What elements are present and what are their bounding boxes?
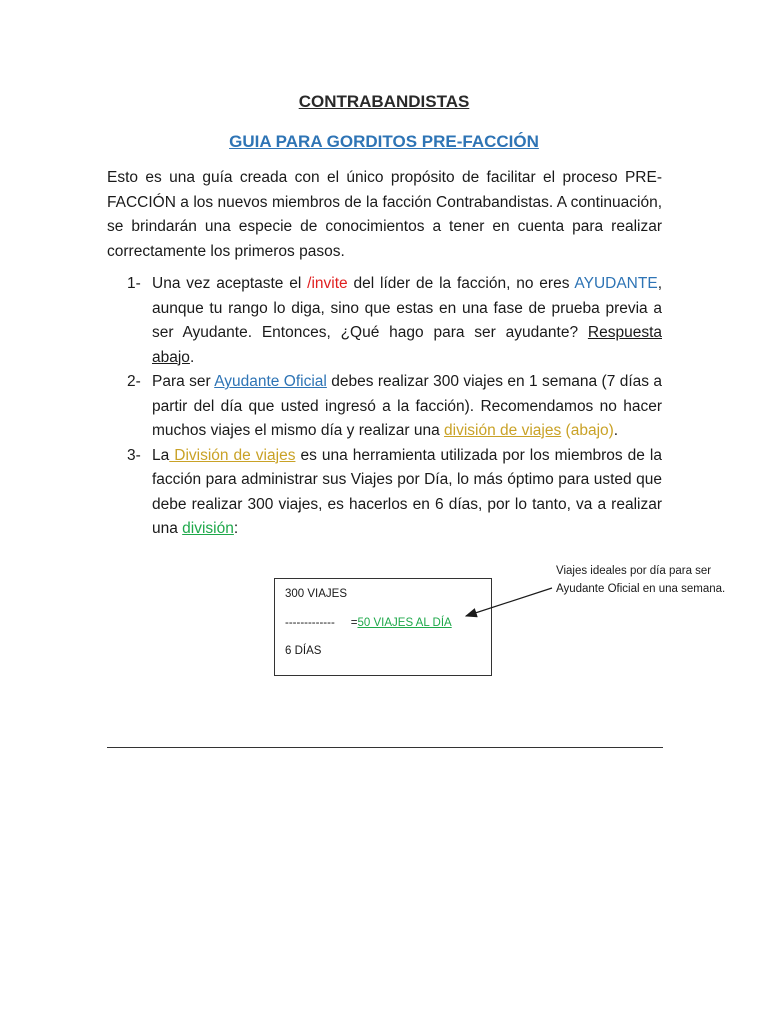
list-item	[107, 444, 662, 542]
list-number: 2-	[127, 373, 141, 390]
steps-list	[107, 272, 662, 542]
ayudante-term: AYUDANTE	[574, 275, 658, 292]
item-text: es una herramienta utilizada por los miembros de la facción para administrar sus Viajes por Día, lo más óptimo para usted que debe realizar 300 viajes, es hacerlos en 6 días, por lo tanto, va a realizar una	[152, 446, 662, 537]
trip-division-formula-box	[274, 578, 492, 676]
ayudante-oficial-term: Ayudante Oficial	[214, 373, 327, 390]
abajo-term: (abajo)	[565, 422, 614, 439]
formula-numerator: 300 VIAJES	[285, 588, 348, 600]
invite-command: /invite	[307, 275, 348, 292]
formula-equals: =	[350, 617, 358, 629]
item-text: debes realizar 300 viajes en 1 semana (7 días a partir del día que usted ingresó a la facción). Recomendamos no hacer muchos viajes el mismo día y realizar una	[152, 373, 663, 439]
annotation-note: Viajes ideales por día para ser Ayudante Oficial en una semana.	[556, 565, 726, 595]
intro-paragraph: Esto es una guía creada con el único propósito de facilitar el proceso PRE-FACCIÓN a los nuevos miembros de la facción Contrabandistas. A continuación, se brindarán una especie de conocimientos a tener en cuenta para realizar correctamente los primeros pasos.	[107, 169, 662, 260]
item-text: La	[152, 446, 170, 464]
respuesta-abajo-link: Respuesta abajo	[152, 324, 662, 366]
list-item	[107, 272, 662, 370]
item-text: del líder de la facción, no eres	[347, 275, 575, 292]
division-de-viajes-heading: División de viajes	[169, 446, 296, 464]
division-term: división	[182, 520, 234, 537]
item-text: Para ser	[152, 373, 215, 390]
item-text: .	[613, 422, 619, 439]
list-number: 3-	[127, 446, 141, 464]
formula-result: 50 VIAJES AL DÍA	[357, 617, 452, 629]
item-text: Una vez aceptaste el	[152, 275, 308, 292]
formula-dashes: -------------	[285, 617, 335, 629]
item-text: , aunque tu rango lo diga, sino que estas en una fase de prueba previa a ser Ayudante. Entonces, ¿Qué hago para ser ayudante?	[152, 275, 662, 341]
document-title: CONTRABANDISTAS	[298, 92, 470, 111]
horizontal-divider	[107, 747, 663, 748]
document-subtitle: GUIA PARA GORDITOS PRE-FACCIÓN	[229, 132, 539, 151]
list-item	[107, 370, 662, 444]
item-text: .	[189, 348, 195, 366]
item-text: :	[233, 520, 239, 537]
formula-denominator: 6 DÍAS	[285, 645, 322, 657]
list-number: 1-	[127, 275, 141, 292]
formula-divider-line	[285, 617, 452, 629]
division-de-viajes-term: división de viajes	[444, 422, 562, 439]
